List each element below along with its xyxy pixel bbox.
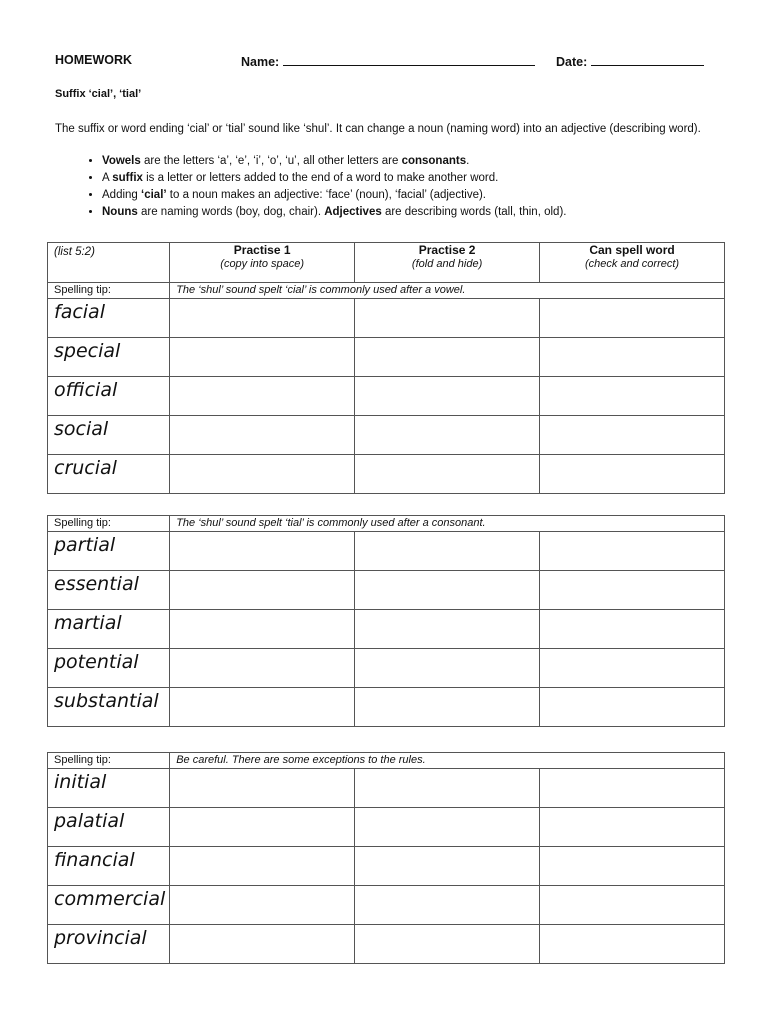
- spelling-word: potential: [48, 649, 170, 688]
- name-line: [283, 53, 535, 66]
- practise-2-cell[interactable]: [355, 532, 540, 571]
- spelling-table-exceptions: [47, 752, 725, 964]
- practise-2-cell[interactable]: [355, 769, 540, 808]
- spelling-tip-label: Spelling tip:: [48, 516, 170, 532]
- column-header-practise-1: Practise 1 (copy into space): [170, 243, 355, 283]
- can-spell-cell[interactable]: [540, 808, 725, 847]
- spelling-word: commercial: [48, 886, 170, 925]
- spelling-word: official: [48, 377, 170, 416]
- spelling-tip-row: [48, 516, 725, 532]
- table-row: [48, 649, 725, 688]
- spelling-tip-row: [48, 753, 725, 769]
- table-row: [48, 455, 725, 494]
- practise-1-cell[interactable]: [170, 610, 355, 649]
- spelling-table-tial: [47, 515, 725, 727]
- practise-2-cell[interactable]: [355, 377, 540, 416]
- can-spell-cell[interactable]: [540, 377, 725, 416]
- practise-1-cell[interactable]: [170, 416, 355, 455]
- practise-2-cell[interactable]: [355, 571, 540, 610]
- spelling-table-cial: [47, 242, 725, 494]
- rules-list: [72, 153, 566, 221]
- practise-2-cell[interactable]: [355, 847, 540, 886]
- practise-2-cell[interactable]: [355, 610, 540, 649]
- spelling-word: substantial: [48, 688, 170, 727]
- spelling-tip-label: Spelling tip:: [48, 283, 170, 299]
- column-header-practise-2: Practise 2 (fold and hide): [355, 243, 540, 283]
- practise-1-cell[interactable]: [170, 688, 355, 727]
- practise-2-cell[interactable]: [355, 808, 540, 847]
- list-label: (list 5:2): [48, 243, 170, 283]
- practise-2-cell[interactable]: [355, 886, 540, 925]
- can-spell-cell[interactable]: [540, 925, 725, 964]
- table-row: [48, 610, 725, 649]
- can-spell-cell[interactable]: [540, 769, 725, 808]
- spelling-tip-row: [48, 283, 725, 299]
- can-spell-cell[interactable]: [540, 649, 725, 688]
- spelling-word: provincial: [48, 925, 170, 964]
- spelling-word: crucial: [48, 455, 170, 494]
- can-spell-cell[interactable]: [540, 416, 725, 455]
- table-row: [48, 769, 725, 808]
- rule-nouns-adjectives: • Nouns are naming words (boy, dog, chair). Adjectives are describing words (tall, thin, old).: [102, 204, 566, 221]
- spelling-word: essential: [48, 571, 170, 610]
- spelling-word: financial: [48, 847, 170, 886]
- spelling-word: facial: [48, 299, 170, 338]
- practise-2-cell[interactable]: [355, 649, 540, 688]
- practise-2-cell[interactable]: [355, 925, 540, 964]
- date-line: [591, 53, 704, 66]
- table-row: [48, 847, 725, 886]
- practise-1-cell[interactable]: [170, 571, 355, 610]
- spelling-tip-text: The ‘shul’ sound spelt ‘cial’ is commonly used after a vowel.: [170, 283, 725, 299]
- practise-2-cell[interactable]: [355, 688, 540, 727]
- name-label: Name:: [241, 55, 280, 69]
- practise-1-cell[interactable]: [170, 338, 355, 377]
- date-label: Date:: [556, 55, 588, 69]
- spelling-word: palatial: [48, 808, 170, 847]
- can-spell-cell[interactable]: [540, 610, 725, 649]
- table-row: [48, 688, 725, 727]
- can-spell-cell[interactable]: [540, 847, 725, 886]
- rule-suffix: • A suffix is a letter or letters added to the end of a word to make another word.: [102, 170, 566, 187]
- table-row: [48, 338, 725, 377]
- intro-paragraph: The suffix or word ending ‘cial’ or ‘tial’ sound like ‘shul’. It can change a noun (naming word) into an adjective (describing word).: [55, 123, 701, 135]
- table-row: [48, 377, 725, 416]
- table-row: [48, 532, 725, 571]
- practise-1-cell[interactable]: [170, 808, 355, 847]
- practise-2-cell[interactable]: [355, 338, 540, 377]
- practise-1-cell[interactable]: [170, 769, 355, 808]
- column-header-can-spell: Can spell word (check and correct): [540, 243, 725, 283]
- can-spell-cell[interactable]: [540, 532, 725, 571]
- can-spell-cell[interactable]: [540, 688, 725, 727]
- spelling-word: martial: [48, 610, 170, 649]
- practise-2-cell[interactable]: [355, 455, 540, 494]
- practise-1-cell[interactable]: [170, 532, 355, 571]
- rule-adding-cial: • Adding ‘cial’ to a noun makes an adjective: ‘face’ (noun), ‘facial’ (adjective).: [102, 187, 566, 204]
- table-row: [48, 808, 725, 847]
- name-field[interactable]: [241, 53, 535, 69]
- practise-1-cell[interactable]: [170, 925, 355, 964]
- spelling-word: special: [48, 338, 170, 377]
- page-title: Suffix ‘cial’, ‘tial’: [55, 88, 142, 100]
- homework-heading: HOMEWORK: [55, 53, 133, 67]
- practise-1-cell[interactable]: [170, 649, 355, 688]
- table-row: [48, 925, 725, 964]
- table-row: [48, 886, 725, 925]
- can-spell-cell[interactable]: [540, 886, 725, 925]
- practise-1-cell[interactable]: [170, 299, 355, 338]
- rule-vowels: • Vowels are the letters ‘a’, ‘e’, ‘i’, ‘o’, ‘u’, all other letters are consonants.: [102, 153, 566, 170]
- can-spell-cell[interactable]: [540, 455, 725, 494]
- table-row: [48, 299, 725, 338]
- practise-1-cell[interactable]: [170, 455, 355, 494]
- can-spell-cell[interactable]: [540, 299, 725, 338]
- practise-1-cell[interactable]: [170, 847, 355, 886]
- spelling-tip-text: The ‘shul’ sound spelt ‘tial’ is commonly used after a consonant.: [170, 516, 725, 532]
- spelling-tip-label: Spelling tip:: [48, 753, 170, 769]
- table-row: [48, 571, 725, 610]
- practise-1-cell[interactable]: [170, 377, 355, 416]
- spelling-word: social: [48, 416, 170, 455]
- practise-1-cell[interactable]: [170, 886, 355, 925]
- spelling-word: initial: [48, 769, 170, 808]
- practise-2-cell[interactable]: [355, 299, 540, 338]
- table-header-row: [48, 243, 725, 283]
- can-spell-cell[interactable]: [540, 338, 725, 377]
- spelling-tip-text: Be careful. There are some exceptions to the rules.: [170, 753, 725, 769]
- practise-2-cell[interactable]: [355, 416, 540, 455]
- table-row: [48, 416, 725, 455]
- spelling-word: partial: [48, 532, 170, 571]
- date-field[interactable]: [556, 53, 704, 69]
- can-spell-cell[interactable]: [540, 571, 725, 610]
